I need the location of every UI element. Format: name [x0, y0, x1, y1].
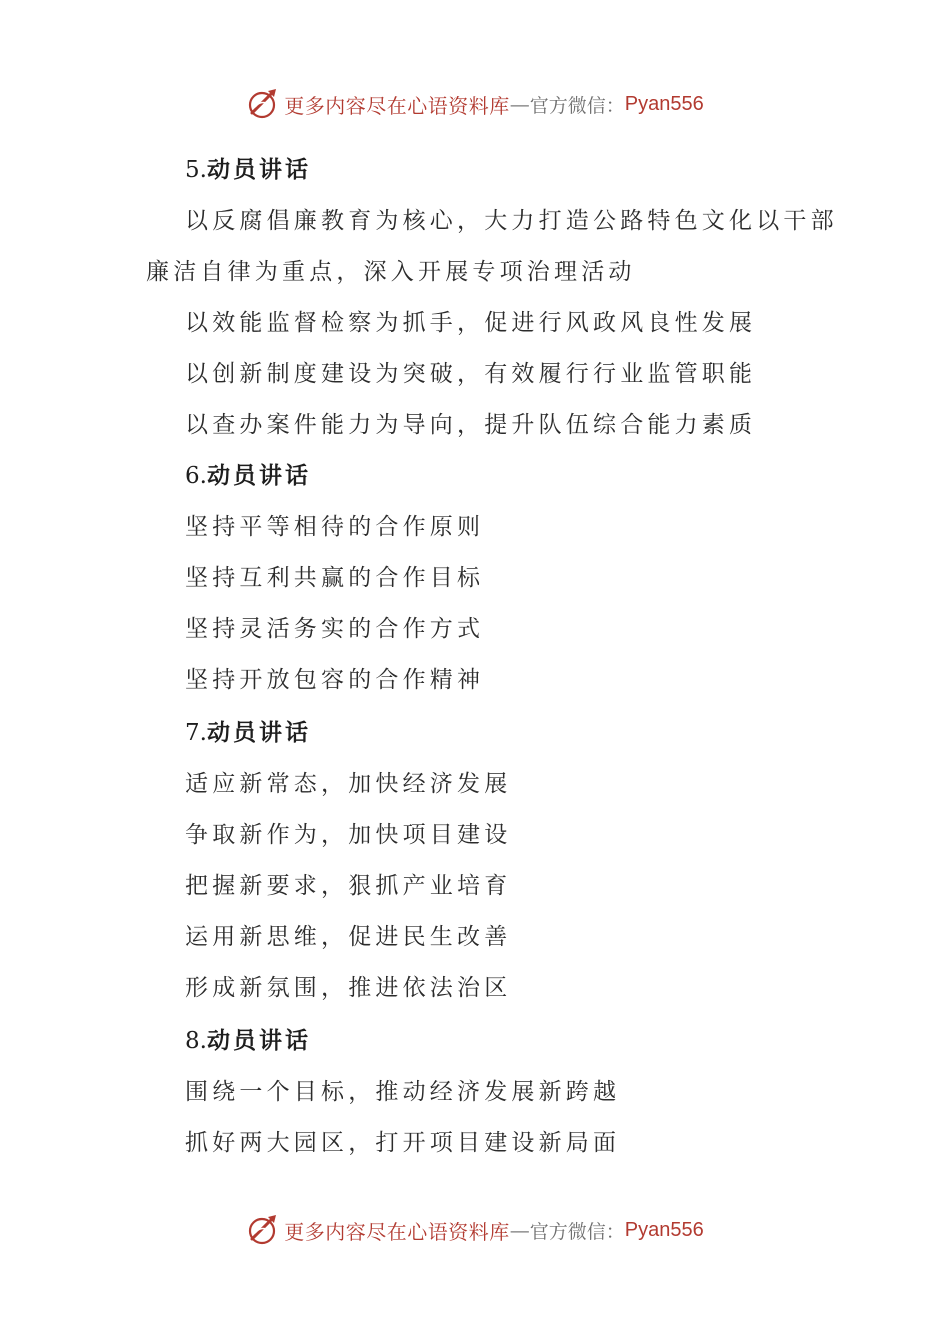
- paragraph-line: 围绕一个目标，推动经济发展新跨越: [185, 1079, 621, 1105]
- watermark-main-text: 更多内容尽在心语资料库: [284, 1219, 510, 1244]
- paragraph-line: 把握新要求，狠抓产业培育: [185, 873, 512, 899]
- watermark-wechat-id: Pyan556: [624, 1218, 704, 1241]
- watermark-separator: —: [509, 1218, 530, 1242]
- paragraph-line: 廉洁自律为重点，深入开展专项治理活动: [146, 259, 636, 285]
- section-title: 动员讲话: [206, 1028, 311, 1054]
- watermark-main-text: 更多内容尽在心语资料库: [284, 93, 510, 118]
- paragraph-line: 坚持开放包容的合作精神: [185, 667, 485, 693]
- pen-logo-icon: [246, 1213, 280, 1247]
- watermark-footer: [0, 1210, 950, 1250]
- section-heading: [185, 1024, 311, 1058]
- paragraph-line: 以查办案件能力为导向，提升队伍综合能力素质: [185, 412, 757, 438]
- watermark-wechat-label: 官方微信：: [529, 94, 625, 117]
- section-title: 动员讲话: [206, 463, 311, 489]
- paragraph-line: 形成新氛围，推进依法治区: [185, 975, 512, 1001]
- paragraph-line: 抓好两大园区，打开项目建设新局面: [185, 1130, 621, 1156]
- watermark-wechat-id: Pyan556: [624, 92, 704, 115]
- section-heading: [185, 459, 311, 493]
- section-number: 7.: [185, 720, 207, 746]
- section-heading: [185, 716, 311, 750]
- section-number: 6.: [185, 463, 207, 489]
- pen-logo-icon: [246, 87, 280, 121]
- paragraph-line: 适应新常态，加快经济发展: [185, 771, 512, 797]
- paragraph-line: 以创新制度建设为突破，有效履行行业监管职能: [185, 361, 757, 387]
- section-number: 5.: [185, 157, 207, 183]
- paragraph-line: 以效能监督检察为抓手，促进行风政风良性发展: [185, 310, 757, 336]
- section-title: 动员讲话: [206, 720, 311, 746]
- paragraph-line: 运用新思维，促进民生改善: [185, 924, 512, 950]
- paragraph-line: 坚持灵活务实的合作方式: [185, 616, 485, 642]
- paragraph-line: 坚持互利共赢的合作目标: [185, 565, 485, 591]
- watermark-separator: —: [509, 92, 530, 116]
- paragraph-line: 争取新作为，加快项目建设: [185, 822, 512, 848]
- paragraph-line: 以反腐倡廉教育为核心，大力打造公路特色文化以干部: [185, 208, 838, 234]
- section-number: 8.: [185, 1028, 207, 1054]
- section-heading: [185, 153, 311, 187]
- section-title: 动员讲话: [206, 157, 311, 183]
- watermark-wechat-label: 官方微信：: [529, 1220, 625, 1243]
- paragraph-line: 坚持平等相待的合作原则: [185, 514, 485, 540]
- watermark-header: [0, 84, 950, 124]
